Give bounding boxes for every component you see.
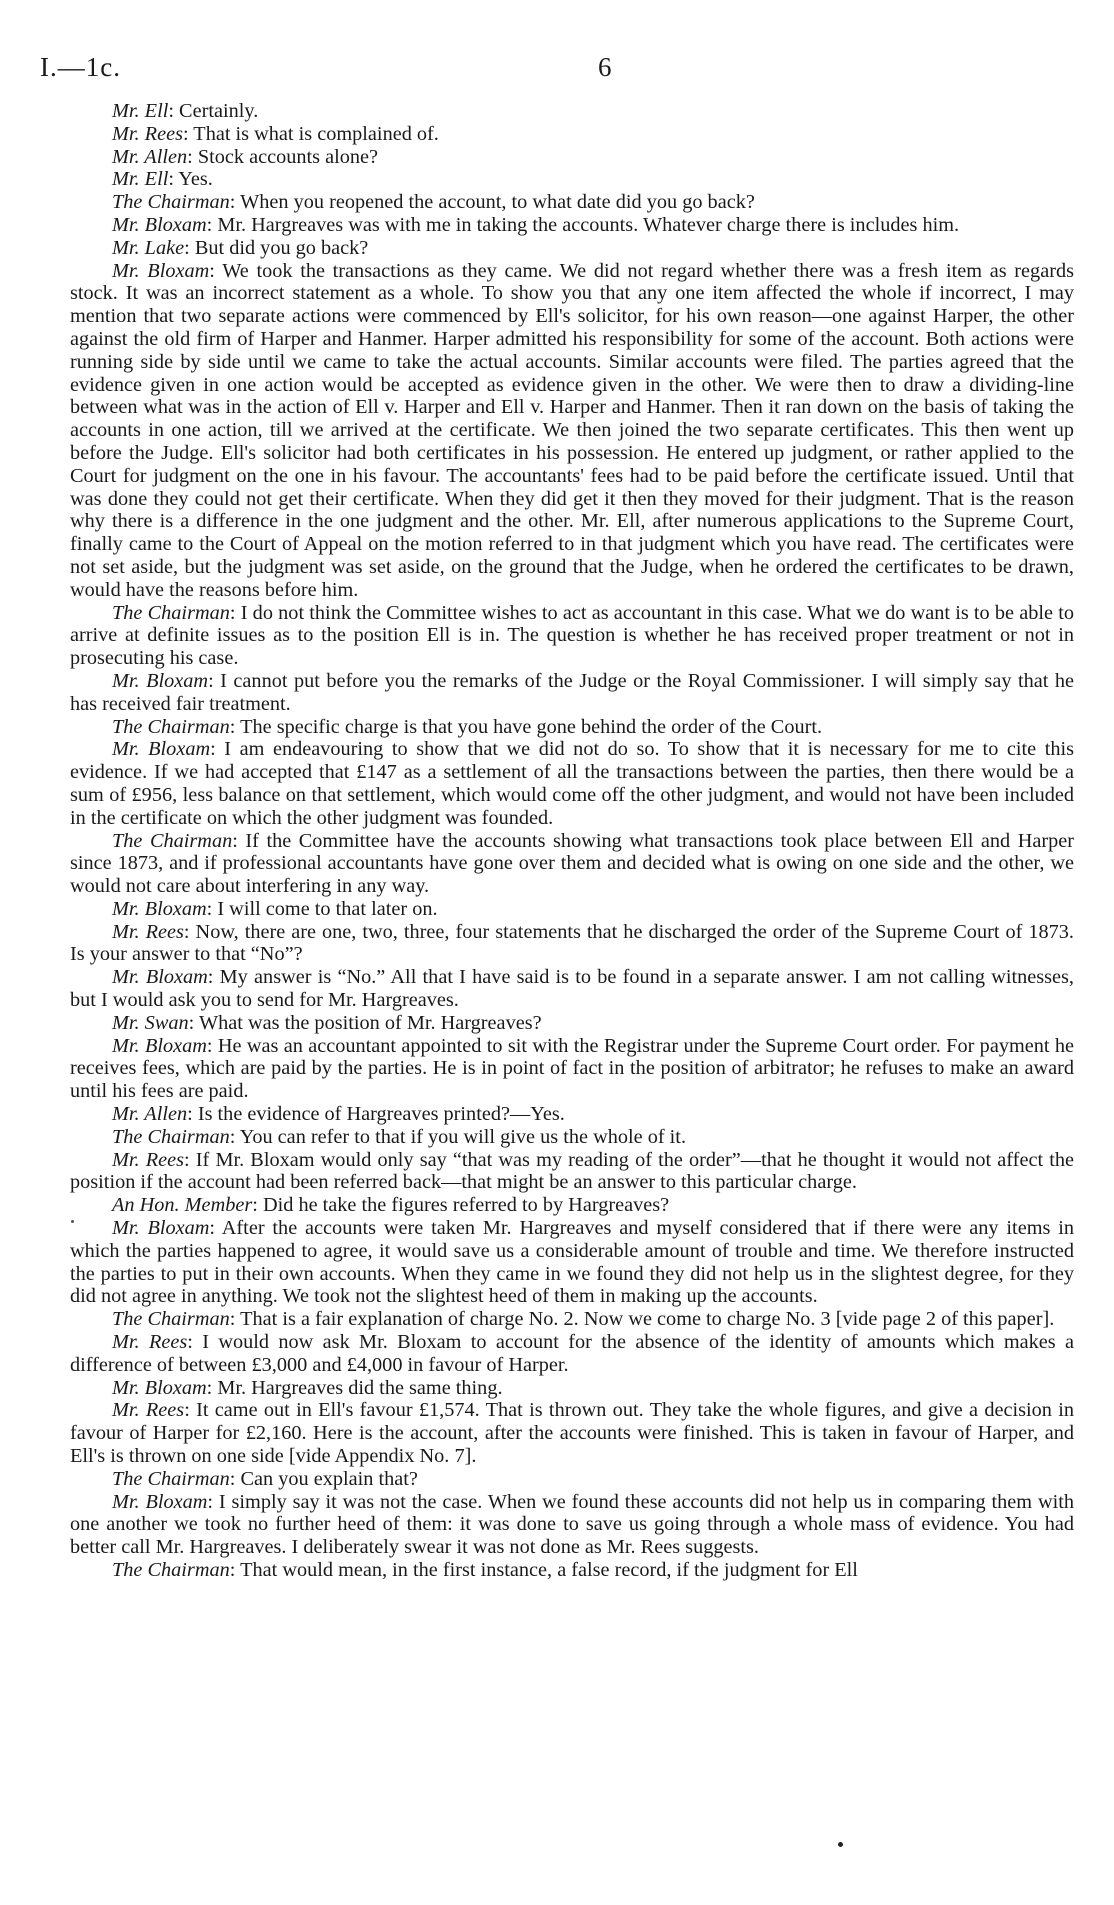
speaker-name: Mr. Ell bbox=[112, 168, 169, 191]
transcript-body bbox=[70, 100, 1074, 1582]
speaker-name: The Chairman bbox=[112, 1559, 230, 1581]
speech-text: : Stock accounts alone? bbox=[187, 145, 379, 168]
transcript-paragraph bbox=[70, 966, 1074, 1012]
speaker-name: Mr. Bloxam bbox=[112, 1217, 210, 1240]
document-reference: I.—1c. bbox=[40, 52, 121, 82]
transcript-paragraph bbox=[70, 1217, 1074, 1308]
speech-text: : You can refer to that if you will give us the whole of it. bbox=[229, 1125, 687, 1148]
speech-text: : He was an accountant appointed to sit with the Registrar under the Supreme Court order. For payment he receives fees, which are paid by the parties. He is in point of fact in the position of arbitrator; he refuses to make an award until his fees are paid. bbox=[70, 1034, 1074, 1103]
transcript-paragraph bbox=[70, 123, 1074, 146]
transcript-paragraph bbox=[70, 1126, 1074, 1149]
transcript-paragraph bbox=[70, 716, 1074, 739]
speaker-name: Mr. Rees bbox=[112, 1331, 188, 1354]
speech-text: : I am endeavouring to show that we did not do so. To show that it is necessary for me to cite this evidence. If we had accepted that £147 as a settlement of all the transactions between the parties, then there would be a sum of £956, less balance on that settlement, which would come off the other judgment, and would not have been included in the certificate on which the other judgment was founded. bbox=[70, 738, 1075, 829]
speech-text: : I simply say it was not the case. When we found these accounts did not help us in comparing them with one another we took no further heed of them: it was done to save us going through a whole mass of evidence. You had better call Mr. Hargreaves. I deliberately swear it was not done as Mr. Rees suggests. bbox=[70, 1490, 1074, 1559]
speaker-name: Mr. Bloxam bbox=[112, 259, 210, 282]
speech-text: : I cannot put before you the remarks of the Judge or the Royal Commissioner. I will simply say that he has received fair treatment. bbox=[70, 669, 1075, 715]
transcript-paragraph bbox=[70, 1103, 1074, 1126]
speaker-name: Mr. Bloxam bbox=[112, 1376, 207, 1399]
transcript-paragraph bbox=[70, 738, 1074, 829]
transcript-paragraph bbox=[70, 1559, 1074, 1582]
speaker-name: Mr. Rees bbox=[112, 1399, 185, 1422]
speaker-name: Mr. Bloxam bbox=[112, 966, 208, 989]
transcript-paragraph bbox=[70, 1035, 1074, 1103]
speaker-name: The Chairman bbox=[112, 1467, 230, 1490]
page-number: 6 bbox=[598, 52, 612, 82]
speech-text: : Did he take the figures referred to by Hargreaves? bbox=[252, 1194, 670, 1217]
speech-text: : What was the position of Mr. Hargreaves? bbox=[188, 1011, 542, 1034]
speaker-name: The Chairman bbox=[112, 1308, 230, 1331]
speaker-name: Mr. Swan bbox=[112, 1011, 189, 1034]
transcript-paragraph bbox=[70, 1377, 1074, 1400]
speech-text: : Is the evidence of Hargreaves printed?—Yes. bbox=[187, 1103, 565, 1126]
running-head bbox=[40, 52, 1100, 88]
speaker-name: Mr. Allen bbox=[112, 145, 188, 168]
transcript-paragraph bbox=[70, 1194, 1074, 1217]
transcript-paragraph bbox=[70, 898, 1074, 921]
speaker-name: Mr. Ell bbox=[112, 100, 169, 122]
speaker-name: Mr. Bloxam bbox=[112, 1034, 207, 1057]
transcript-paragraph bbox=[70, 1491, 1074, 1559]
speaker-name: Mr. Lake bbox=[112, 236, 185, 259]
speech-text: : Mr. Hargreaves did the same thing. bbox=[206, 1376, 503, 1399]
speech-text: : I will come to that later on. bbox=[206, 897, 438, 920]
transcript-paragraph bbox=[70, 921, 1074, 967]
speech-text: : Certainly. bbox=[168, 100, 259, 122]
speech-text: : If Mr. Bloxam would only say “that was my reading of the order”—that he thought it would not affect the position if the account had been referred back—that might be an answer to this particular charge. bbox=[70, 1148, 1074, 1194]
transcript-paragraph bbox=[70, 1308, 1074, 1331]
speech-text: : The specific charge is that you have gone behind the order of the Court. bbox=[229, 715, 823, 738]
speech-text: : That would mean, in the first instance, a false record, if the judgment for Ell bbox=[229, 1559, 858, 1581]
transcript-paragraph bbox=[70, 168, 1074, 191]
speech-text: : Mr. Hargreaves was with me in taking the accounts. Whatever charge there is includes him. bbox=[206, 213, 960, 236]
transcript-paragraph bbox=[70, 1149, 1074, 1195]
transcript-paragraph bbox=[70, 146, 1074, 169]
speaker-name: The Chairman bbox=[112, 601, 230, 624]
speaker-name: The Chairman bbox=[112, 715, 230, 738]
speaker-name: The Chairman bbox=[112, 829, 233, 852]
speaker-name: Mr. Bloxam bbox=[112, 897, 207, 920]
speech-text: : My answer is “No.” All that I have said is to be found in a separate answer. I am not calling witnesses, but I would ask you to send for Mr. Hargreaves. bbox=[70, 966, 1074, 1012]
transcript-paragraph bbox=[70, 1331, 1074, 1377]
transcript-paragraph bbox=[70, 214, 1074, 237]
transcript-paragraph bbox=[70, 1012, 1074, 1035]
speaker-name: The Chairman bbox=[112, 1125, 230, 1148]
speech-text: : It came out in Ell's favour £1,574. That is thrown out. They take the whole figures, and give a decision in favour of Harper for £2,160. Here is the account, after the accounts were finished. This is taken in favour of Harper, and Ell's is thrown on one side [vide Appendix No. 7]. bbox=[70, 1399, 1074, 1468]
stray-ink-dot bbox=[838, 1842, 843, 1847]
speaker-name: Mr. Bloxam bbox=[112, 1490, 208, 1513]
speaker-name: The Chairman bbox=[112, 191, 230, 214]
speech-text: : Yes. bbox=[168, 168, 213, 191]
transcript-paragraph bbox=[70, 191, 1074, 214]
speech-text: : Can you explain that? bbox=[229, 1467, 418, 1490]
speech-text: : Now, there are one, two, three, four statements that he discharged the order of the Supreme Court of 1873. Is your answer to that “No”? bbox=[70, 920, 1075, 966]
speech-text: : After the accounts were taken Mr. Hargreaves and myself considered that if there were any items in which the parties happened to agree, it would save us a considerable amount of trouble and time. We therefore instructed the parties to put in their own accounts. When they came in we found they did not help us in the slightest degree, for they did not agree in anything. We took not the slightest heed of them in making up the accounts. bbox=[70, 1217, 1074, 1308]
transcript-paragraph bbox=[70, 1399, 1074, 1467]
speaker-name: Mr. Rees bbox=[112, 920, 184, 943]
speaker-name: Mr. Allen bbox=[112, 1103, 188, 1126]
margin-mark bbox=[71, 1220, 74, 1223]
transcript-paragraph bbox=[70, 260, 1074, 602]
speech-text: : If the Committee have the accounts showing what transactions took place between Ell and Harper since 1873, and if professional accountants have gone over them and decided what is owing on one side and the other, we would not care about interfering in any way. bbox=[70, 829, 1075, 898]
transcript-paragraph bbox=[70, 602, 1074, 670]
speech-text: : When you reopened the account, to what date did you go back? bbox=[229, 191, 755, 214]
speech-text: : That is a fair explanation of charge No. 2. Now we come to charge No. 3 [vide page 2 of this paper]. bbox=[229, 1308, 1055, 1331]
transcript-paragraph bbox=[70, 1468, 1074, 1491]
speaker-name: Mr. Bloxam bbox=[112, 669, 209, 692]
transcript-paragraph bbox=[70, 830, 1074, 898]
transcript-paragraph bbox=[70, 670, 1074, 716]
speaker-name: Mr. Rees bbox=[112, 122, 183, 145]
speaker-name: Mr. Bloxam bbox=[112, 213, 207, 236]
speaker-name: Mr. Bloxam bbox=[112, 738, 211, 761]
speech-text: : I do not think the Committee wishes to act as accountant in this case. What we do want is to be able to arrive at definite issues as to the position Ell is in. The question is whether he has received proper treatment or not in prosecuting his case. bbox=[70, 601, 1074, 670]
transcript-paragraph bbox=[70, 237, 1074, 260]
transcript-paragraph bbox=[70, 100, 1074, 123]
speech-text: : That is what is complained of. bbox=[182, 122, 439, 145]
speaker-name: Mr. Rees bbox=[112, 1148, 185, 1171]
speech-text: : I would now ask Mr. Bloxam to account for the absence of the identity of amounts which makes a difference of between £3,000 and £4,000 in favour of Harper. bbox=[70, 1331, 1074, 1376]
speech-text: : We took the transactions as they came. We did not regard whether there was a fresh item as regards stock. It was an incorrect statement as a whole. To show you that any one item affected the whole if incorrect, I may mention that two separate actions were commenced by Ell's solicitor, for his own reason—one against Harper, the other against the old firm of Harper and Hanmer. Harper admitted his responsibility for some of the account. Both actions were running side by side until we came to take the actual accounts. Similar accounts were filed. The parties agreed that the evidence given in one action would be accepted as evidence given in the other. We were then to draw a dividing-line between what was in the action of Ell v. Harper and Ell v. Harper and Hanmer. Then it ran down on the basis of taking the accounts in one action, till we arrived at the certificate. We then joined the two separate certificates. This then went up before the Judge. Ell's solicitor had both certificates in his possession. He entered up judgment, or rather applied to the Court for judgment on the one in his favour. The accountants' fees had to be paid before the certificate issued. Until that was done they could not get their certificate. When they did get it then they moved for their judgment. That is the reason why there is a difference in the one judgment and the other. Mr. Ell, after numerous applications to the Supreme Court, finally came to the Court of Appeal on the motion referred to in that judgment which you have read. The certificates were not set aside, but the judgment was set aside, on the ground that the Judge, when he ordered the certificates to be drawn, would have the reasons before him. bbox=[70, 259, 1074, 601]
speaker-name: An Hon. Member bbox=[112, 1194, 253, 1217]
speech-text: : But did you go back? bbox=[184, 236, 369, 259]
